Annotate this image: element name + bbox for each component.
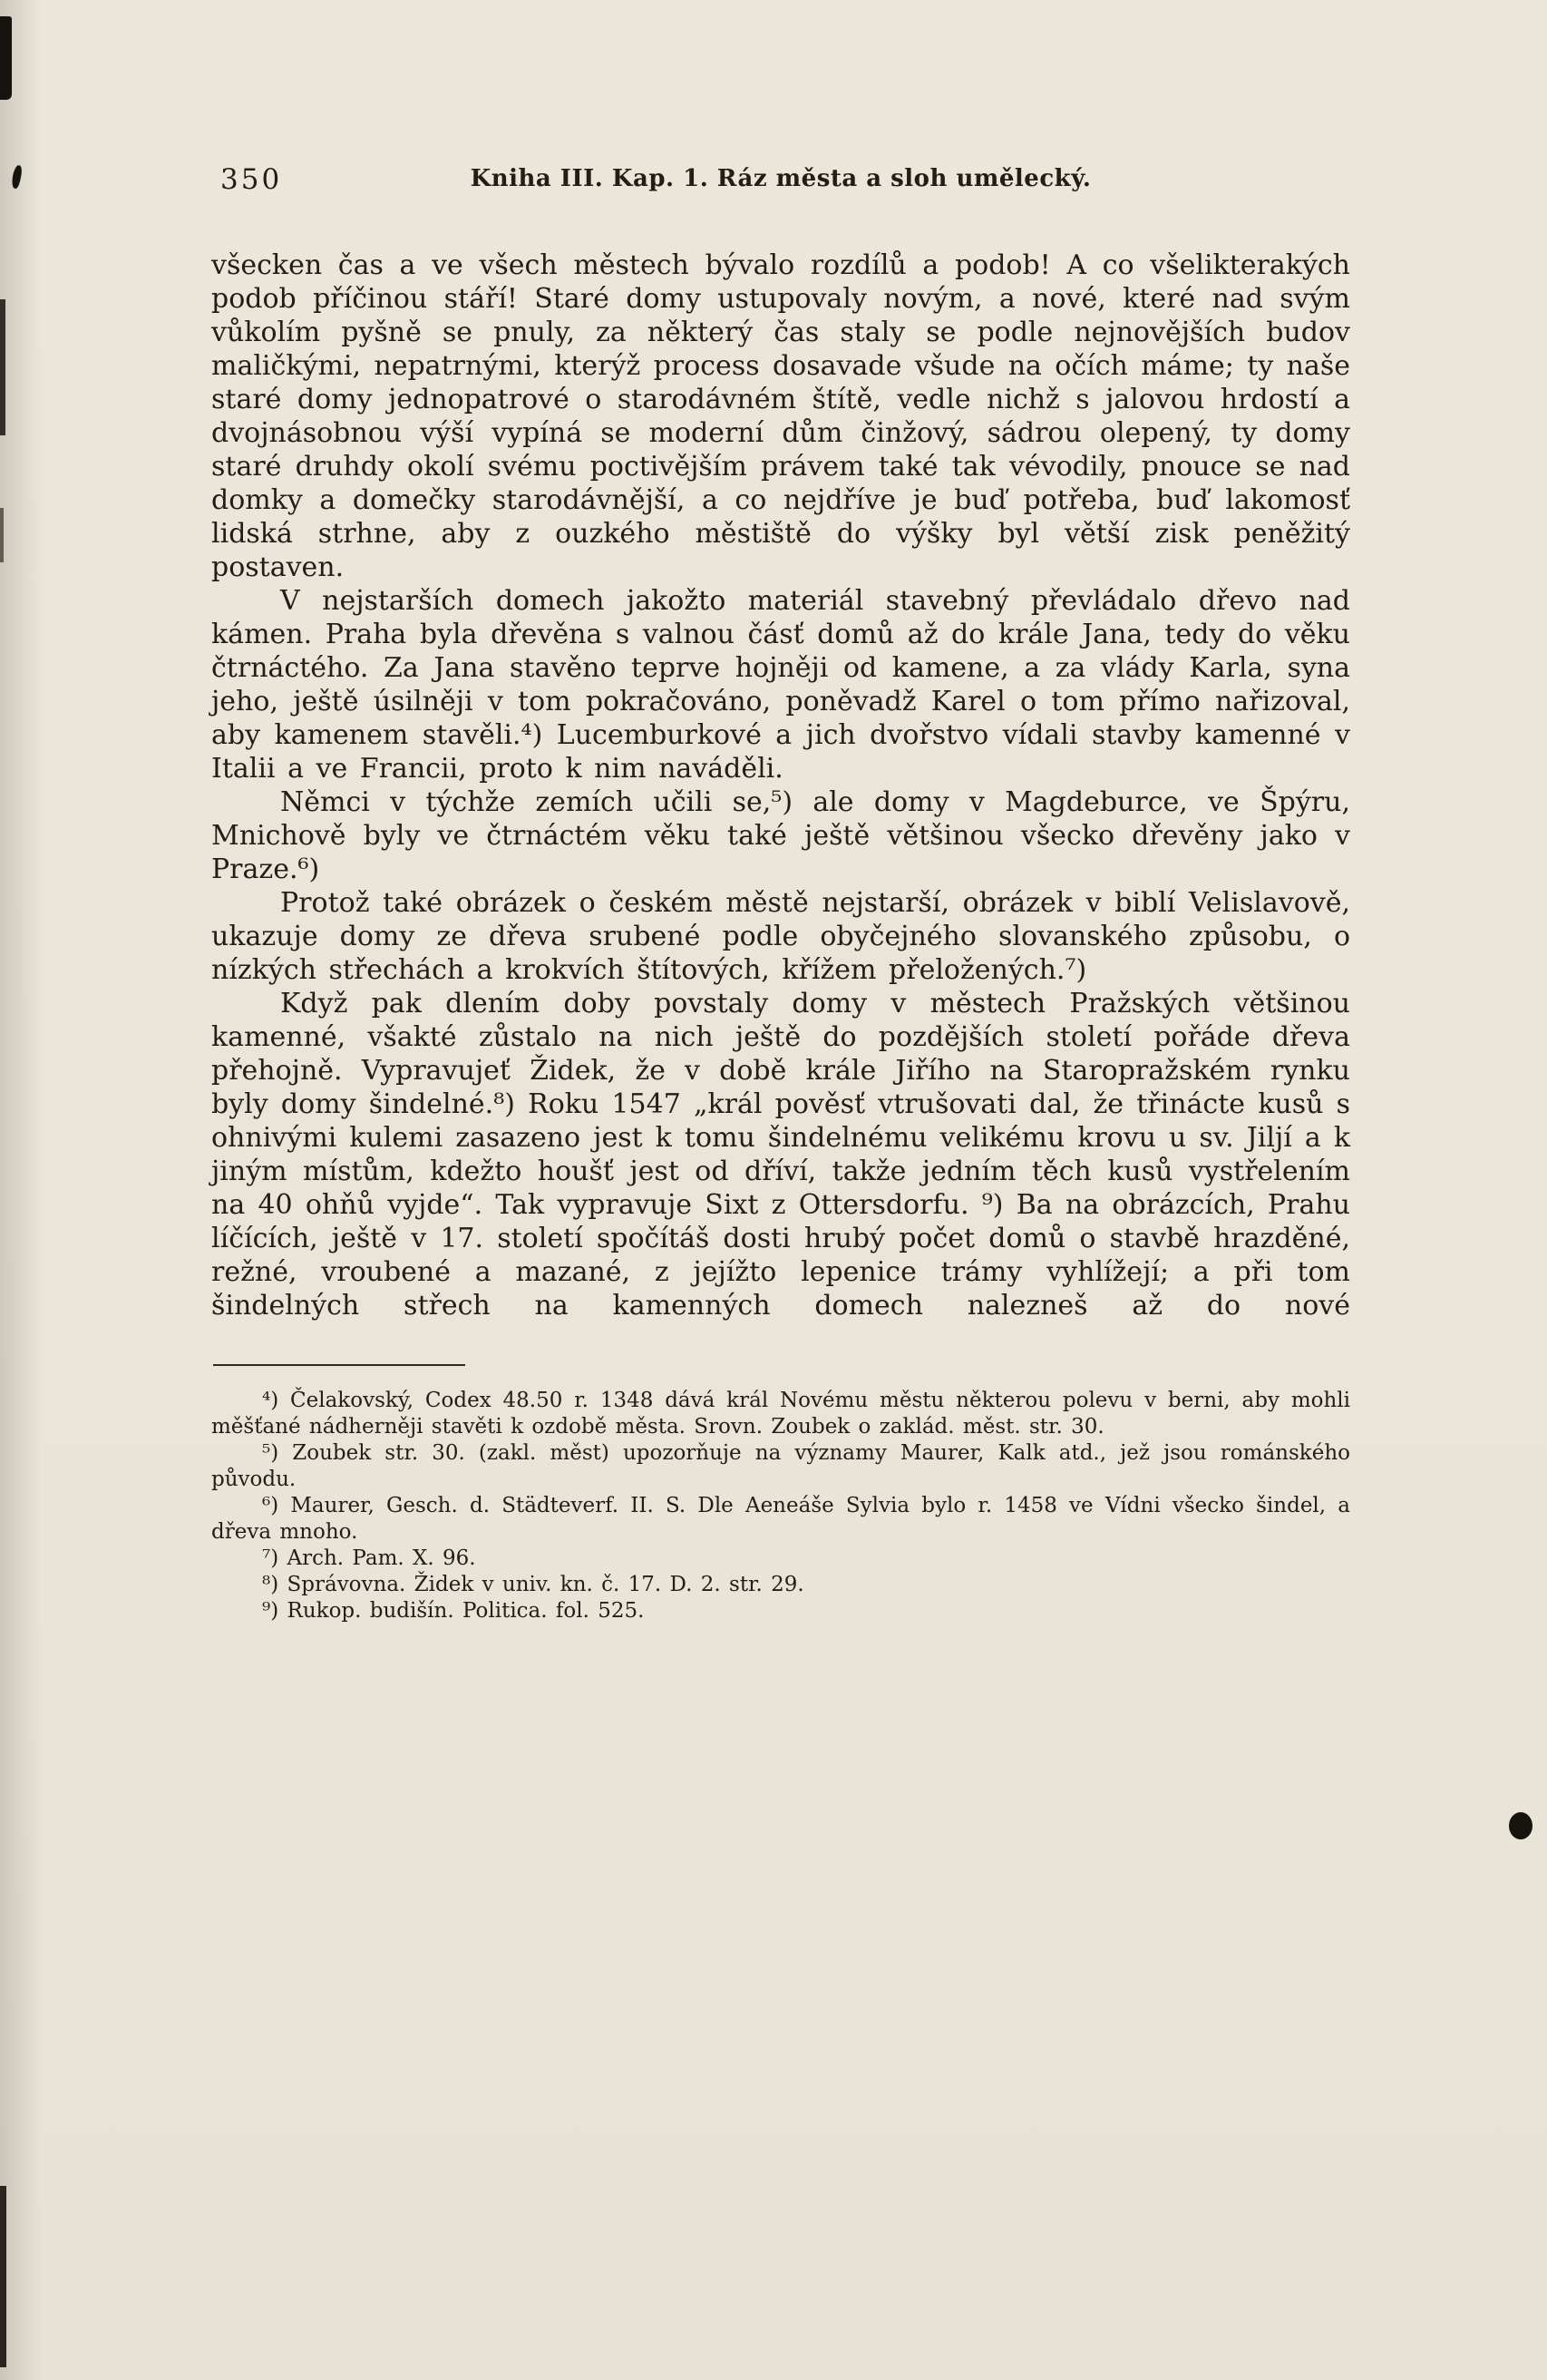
paragraph-3: Němci v týchže zemích učili se,⁵) ale domy v Magdeburce, ve Špýru, Mnichově byly ve čtrnáctém věku také ještě většinou všecko dřevěny jako v Praze.⁶) — [211, 786, 1350, 885]
scan-artifact-top-left — [0, 16, 12, 100]
paragraph-1: všecken čas a ve všech městech bývalo rozdílů a podob! A co všelikterakých podob příčinou stáří! Staré domy ustupovaly novým, a nové, které nad svým vůkolím pyšně se pnuly, za některý čas staly se podle nejnovějších budov maličkými, nepatrnými, kterýž process dosavade všude na očích máme; ty naše staré domy jednopatrové o starodávném štítě, vedle nichž s jalovou hrdostí a dvojnásobnou výší vypíná se moderní dům činžový, sádrou olepený, ty domy staré druhdy okolí svému poctivějším právem také tak vévodily, pnouce se nad domky a domečky starodávnější, a co nejdříve je buď potřeba, buď lakomosť lidská strhne, aby z ouzkého městiště do výšky byl větší zisk peněžitý postaven. — [211, 249, 1350, 583]
scan-artifact-left-upper — [0, 299, 5, 435]
page-header — [211, 161, 1350, 200]
body-text — [211, 249, 1350, 1322]
footnote-8: ⁸) Správovna. Židek v univ. kn. č. 17. D. 2. str. 29. — [262, 1573, 804, 1596]
paragraph-5: Když pak dlením doby povstaly domy v městech Pražských většinou kamenné, všakté zůstalo na nich ještě do pozdějších století pořáde dřeva přehojně. Vypravujeť Židek, že v době krále Jiřího na Staropražském rynku byly domy šindelné.⁸) Roku 1547 „král pověsť vtrušovati dal, že třinácte kusů s ohnivými kulemi zasazeno jest k tomu šindelnému velikému krovu u sv. Jiljí a k jiným místům, kdežto houšť jest od dříví, takže jedním těch kusů vystřelením na 40 ohňů vyjde“. Tak vypravuje Sixt z Ottersdorfu. ⁹) Ba na obrázcích, Prahu líčících, ještě v 17. století spočítáš dosti hrubý počet domů o stavbě hrazděné, režné, vroubené a mazané, z jejížto lepenice trámy vyhlížejí; a při tom šindelných střech na kamenných domech nalezneš až do nové — [211, 988, 1350, 1322]
footnote-9: ⁹) Rukop. budišín. Politica. fol. 525. — [262, 1599, 645, 1623]
footnote-5: ⁵) Zoubek str. 30. (zakl. měst) upozorňuje na významy Maurer, Kalk atd., jež jsou románského původu. — [211, 1441, 1350, 1491]
scan-artifact-mark — [10, 164, 23, 189]
running-title: Kniha III. Kap. 1. Ráz města a sloh umělecký. — [470, 165, 1092, 192]
scan-artifact-left-mid — [0, 508, 4, 562]
binding-shadow — [0, 0, 42, 2380]
footnote-7: ⁷) Arch. Pam. X. 96. — [262, 1546, 476, 1570]
footnote-6: ⁶) Maurer, Gesch. d. Städteverf. II. S. Dle Aeneáše Sylvia bylo r. 1458 ve Vídni všecko šindel, a dřeva mnoho. — [211, 1494, 1350, 1544]
footnote-separator — [213, 1364, 465, 1366]
page-number: 350 — [220, 163, 283, 196]
paragraph-4: Protož také obrázek o českém městě nejstarší, obrázek v biblí Velislavově, ukazuje domy ze dřeva srubené podle obyčejného slovanského způsobu, o nízkých střechách a krokvích štítových, křížem přeložených.⁷) — [211, 887, 1350, 986]
footnotes — [211, 1388, 1350, 1624]
footnote-4: ⁴) Čelakovský, Codex 48.50 r. 1348 dává král Novému městu některou polevu v berni, aby mohli měšťané nádherněji stavěti k ozdobě města. Srovn. Zoubek o zaklád. měst. str. 30. — [211, 1389, 1350, 1439]
paragraph-2: V nejstarších domech jakožto materiál stavebný převládalo dřevo nad kámen. Praha byla dřevěna s valnou čásť domů až do krále Jana, tedy do věku čtrnáctého. Za Jana stavěno teprve hojněji od kamene, a za vlády Karla, syna jeho, ještě úsilněji v tom pokračováno, poněvadž Karel o tom přímo nařizoval, aby kamenem stavěli.⁴) Lucemburkové a jich dvořstvo vídali stavby kamenné v Italii a ve Francii, proto k nim naváděli. — [211, 585, 1350, 785]
scan-artifact-left-bottom — [0, 2186, 6, 2367]
scan-artifact-right-dot — [1509, 1812, 1532, 1839]
page-content — [211, 161, 1350, 1624]
